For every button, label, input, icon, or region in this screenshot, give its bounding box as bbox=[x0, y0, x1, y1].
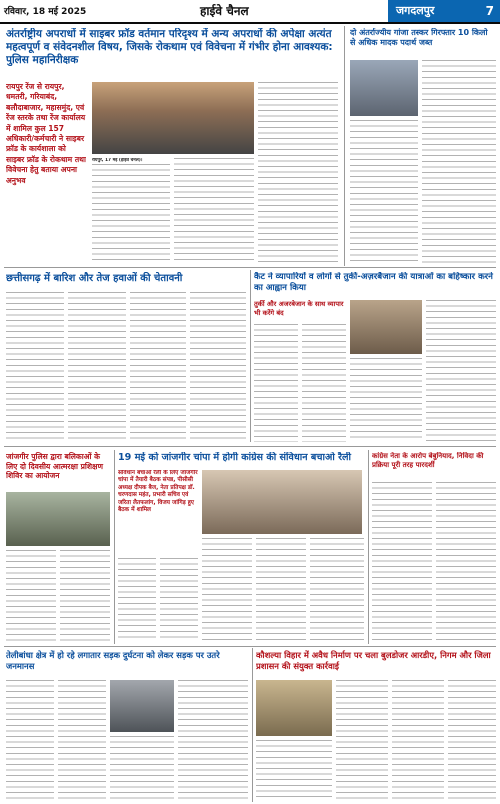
cait-headline: कैट ने व्यापारियों व लोगों से तुर्की-अज़रबैजान की यात्राओं का बहिष्कार करने का आह्वान किया bbox=[254, 272, 493, 293]
gaanja-text-col2 bbox=[422, 60, 496, 264]
cait-subhead: तुर्की और अजरबेजान के साथ व्यापार भी करेंगे बंद bbox=[254, 300, 344, 317]
bulldozer-text-col3 bbox=[392, 680, 444, 800]
bulldozer-text-col4 bbox=[448, 680, 496, 800]
rally-text-col2 bbox=[160, 558, 198, 642]
section-rule bbox=[4, 446, 496, 447]
bulldozer-photo bbox=[256, 680, 332, 736]
weather-text-col3 bbox=[130, 292, 186, 442]
telibandha-text-col3 bbox=[110, 736, 174, 800]
cait-text-col1 bbox=[254, 324, 298, 442]
police-text-col1 bbox=[6, 550, 56, 642]
lead-photo bbox=[92, 82, 254, 154]
section-rule bbox=[4, 267, 496, 268]
rally-text-col4 bbox=[256, 538, 306, 642]
gaanja-text-col1 bbox=[350, 120, 418, 264]
lead-headline: अंतर्राष्ट्रीय अपराधों में साइबर फ्रॉड वर्तमान परिदृश्य में अन्य अपराधों की अपेक्षा अत्यंत महत्वपूर्ण व संवेदनशील विषय, जिसके रोकथाम एवं विवेचना में गंभीर होना आवश्यक: पुलिस महानिरीक्षक bbox=[6, 28, 333, 66]
masthead: हाईवे चैनल bbox=[200, 4, 249, 18]
tender-text-col1 bbox=[372, 482, 432, 642]
lead-text-col1 bbox=[92, 158, 170, 264]
column-rule bbox=[368, 450, 369, 644]
rally-headline: 19 मई को जांजगीर चांपा में होगी कांग्रेस की संविधान बचाओ रैली bbox=[118, 452, 352, 463]
telibandha-text-col1 bbox=[6, 680, 54, 800]
weather-headline: छत्तीसगढ़ में बारिश और तेज हवाओं की चेतावनी bbox=[6, 273, 183, 284]
weather-text-col4 bbox=[190, 292, 246, 442]
weather-text-col2 bbox=[68, 292, 126, 442]
city-banner bbox=[388, 0, 500, 22]
rally-text-col1 bbox=[118, 558, 156, 642]
city-name: जगदलपुर bbox=[396, 4, 435, 17]
tender-text-col2 bbox=[436, 482, 496, 642]
rally-text-col5 bbox=[310, 538, 364, 642]
telibandha-text-col2 bbox=[58, 680, 106, 800]
lead-text-col2 bbox=[174, 158, 254, 264]
page-header bbox=[0, 0, 500, 24]
gaanja-photo bbox=[350, 60, 418, 116]
column-rule bbox=[344, 26, 345, 266]
cait-text-col4 bbox=[426, 300, 496, 442]
weather-text-col1 bbox=[6, 292, 64, 442]
cait-text-col2 bbox=[302, 324, 346, 442]
telibandha-photo bbox=[110, 680, 174, 732]
column-rule bbox=[114, 450, 115, 644]
section-rule bbox=[4, 646, 496, 647]
cait-photo bbox=[350, 300, 422, 354]
lead-subhead: रायपुर रेंज से रायपुर, धमतरी, गरियाबंद, बलौदाबाजार, महासमुंद, एवं रेंज स्तरके तथा रेंज कार्यालय में शामिल कुल 157 अधिकारी/कर्मचारी ने साइबर फ्रॉड के कार्यशाला को साइबर फ्रॉड के रोकथाम तथा विवेचना हेतु बताया अपना अनुभव bbox=[6, 82, 86, 185]
telibandha-text-col4 bbox=[178, 680, 248, 800]
rally-subhead: संविधान बचाओ रैली के लिए जांजगीर चांपा में तैयारी बैठक संपन्न, पीसीसी अध्यक्ष दीपक बैज, नेता प्रतिपक्ष डॉ. चरणदास महंत, प्रभारी सचिव एवं जरिता लैतफलांग, विजय जांगिड़ हुए बैठक में शामिल bbox=[118, 470, 198, 514]
bulldozer-text-col2 bbox=[336, 680, 388, 800]
police-photo bbox=[6, 492, 110, 546]
tender-headline: कांग्रेस नेता के आरोप बेबुनियाद, निविदा की प्रक्रिया पूरी तरह पारदर्शी bbox=[372, 452, 484, 469]
bulldozer-text-col1 bbox=[256, 740, 332, 800]
cait-text-col3 bbox=[350, 358, 422, 442]
bulldozer-headline: कौशल्या विहार में अवैध निर्माण पर चला बुलडोजर आरडीए, निगम और जिला प्रशासन की संयुक्त कार्रवाई bbox=[256, 650, 491, 671]
rally-photo bbox=[202, 470, 362, 534]
gaanja-headline: दो अंतर्राज्यीय गांजा तस्कर गिरफ्तार 10 किलो से अधिक मादक पदार्थ जब्त bbox=[350, 28, 488, 47]
police-text-col2 bbox=[60, 550, 110, 642]
issue-date: रविवार, 18 मई 2025 bbox=[4, 7, 87, 17]
page-number: 7 bbox=[485, 4, 494, 18]
lead-dateline: रायपुर, 17 मई (हाईवे चैनल)। bbox=[92, 158, 143, 163]
lead-text-col3 bbox=[258, 82, 338, 264]
rally-text-col3 bbox=[202, 538, 252, 642]
telibandha-headline: तेलीबांधा क्षेत्र में हो रहे लगातार सड़क दुर्घटना को लेकर सड़क पर उतरे जनमानस bbox=[6, 650, 220, 671]
column-rule bbox=[250, 270, 251, 442]
column-rule bbox=[252, 648, 253, 802]
police-headline: जांजगीर पुलिस द्वारा बलिकाओं के लिए दो दिवसीय आत्मरक्षा प्रशिक्षण शिविर का आयोजन bbox=[6, 452, 103, 481]
